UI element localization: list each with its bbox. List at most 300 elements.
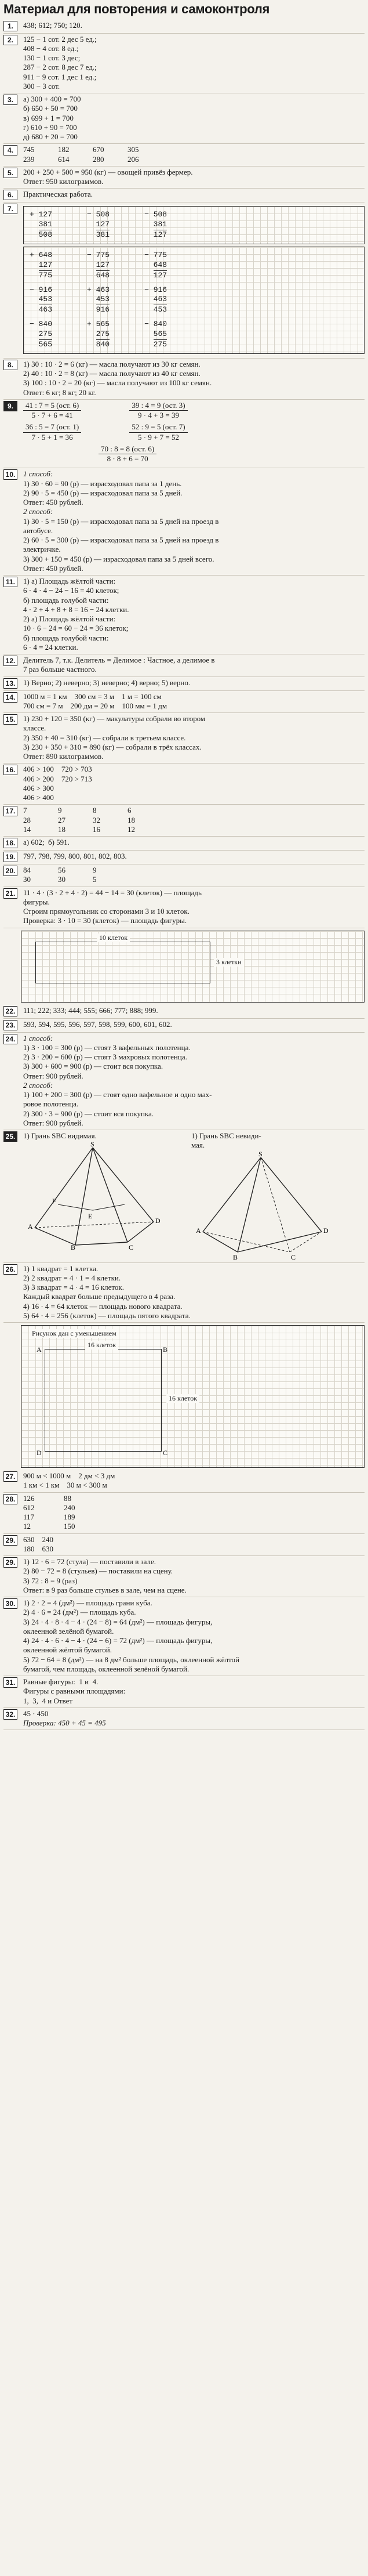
task-line: автобусе. [23, 526, 53, 535]
task-number: 3. [3, 95, 17, 105]
division: 70 : 8 = 8 (ост. 6) [99, 444, 156, 454]
vertex-label-c: C [291, 1253, 296, 1261]
task-number: 27. [3, 1471, 17, 1482]
task-line: Проверка: 450 + 45 = 495 [23, 1718, 106, 1728]
task-line: оклеенной зелёной бумагой. [23, 1626, 114, 1636]
table-cell: 745 [23, 145, 35, 154]
table-cell: 9 [58, 806, 62, 815]
table-cell: 8 [93, 806, 97, 815]
task-line: 406 > 100 720 > 703 [23, 765, 92, 774]
task-line: 4 · 2 + 4 + 8 + 8 = 16 − 24 клетки. [23, 605, 129, 614]
task-text: а) 602; б) 591. [23, 838, 70, 847]
result: 275 [153, 340, 167, 349]
task-8 [3, 359, 365, 400]
arith-row [30, 251, 358, 281]
task-line: а) 300 + 400 = 700 [23, 95, 81, 103]
task-line: 3) 230 + 350 + 310 = 890 (кг) — собрали в трёх классах. [23, 742, 202, 751]
task-number: 32. [3, 1709, 17, 1720]
task-line: электричке. [23, 545, 61, 554]
task-line: 1 км < 1 км 30 м < 300 м [23, 1481, 107, 1490]
task-body [23, 35, 365, 92]
task-body [23, 1557, 365, 1595]
task-body [23, 577, 365, 652]
task-3 [3, 93, 365, 144]
operator: − [87, 250, 92, 259]
task-line: 200 + 250 + 500 = 950 (кг) — овощей привёз фермер. [23, 167, 193, 176]
task-body [23, 1471, 365, 1490]
task-number: 19. [3, 852, 17, 862]
task-number: 5. [3, 168, 17, 178]
task-number: 25. [3, 1131, 17, 1142]
task-body [23, 360, 365, 397]
task-line: фигуры. [23, 897, 50, 906]
task-number: 13. [3, 678, 17, 689]
operand: 463 [96, 285, 110, 294]
task-line: Фигуры с равными площадями: [23, 1687, 126, 1696]
task-14 [3, 691, 365, 714]
column-arith [30, 210, 52, 240]
vertex-label-d: D [323, 1226, 329, 1235]
task-26 [3, 1263, 365, 1323]
division: 39 : 4 = 9 (ост. 3) [129, 401, 187, 411]
operator: − [30, 320, 34, 329]
task-line: 406 > 200 720 > 713 [23, 774, 92, 783]
table-cell: 88 [64, 1493, 71, 1503]
vertex-label-e: E [88, 1212, 93, 1221]
task-line: бумагой, чем площадь, оклеенной зелёной бумагой. [23, 1664, 190, 1673]
number-table [23, 145, 365, 164]
column-arith [144, 251, 167, 281]
task-body [23, 765, 365, 802]
task-line: 2) 2 квадрат = 4 · 1 = 4 клетки. [23, 1273, 121, 1282]
operator: − [144, 210, 149, 219]
pyramid-visible-diagram [23, 1141, 162, 1251]
task-20 [3, 864, 365, 887]
task-line: 2 способ: [23, 1080, 53, 1090]
task-text: 593, 594, 595, 596, 597, 598, 599, 600, 601, 602. [23, 1019, 172, 1029]
operand: 127 [96, 261, 110, 271]
task-line: г) 610 + 90 = 700 [23, 122, 77, 132]
task-body [23, 168, 365, 187]
task-text: Практическая работа. [23, 190, 93, 199]
table-cell: 84 [23, 866, 31, 875]
task-number: 18. [3, 838, 17, 848]
vertex-label-a: A [196, 1226, 201, 1235]
task-line: 1) 30 : 10 · 2 = 6 (кг) — масла получают из 30 кг семян. [23, 359, 201, 368]
check: 5 · 7 + 6 = 41 [31, 411, 73, 420]
arith-row [30, 285, 358, 316]
task-line: 3) 72 : 8 = 9 (раз) [23, 1576, 78, 1585]
square-shape [45, 1349, 162, 1452]
task-31 [3, 1676, 365, 1708]
task-line: 900 м < 1000 м 2 дм < 3 дм [23, 1471, 115, 1481]
task-body [23, 1677, 365, 1706]
task-line: 2) 40 : 10 · 2 = 8 (кг) — масла получают из 40 кг семян. [23, 369, 201, 378]
operand: 565 [154, 330, 167, 340]
task-text: 797, 798, 799, 800, 801, 802, 803. [23, 852, 127, 861]
task-line: 1) 1 квадрат = 1 клетка. [23, 1264, 99, 1273]
operand: 916 [153, 285, 167, 294]
task-line: 1, 3, 4 и Ответ [23, 1696, 73, 1705]
task-line: 130 − 1 сот. 3 дес; [23, 53, 81, 62]
table-cell: 206 [127, 154, 139, 164]
grid-paper [23, 247, 365, 354]
result: 648 [96, 270, 110, 280]
division-check [23, 422, 81, 442]
task-number: 22. [3, 1006, 17, 1016]
table-cell: 6 [127, 806, 132, 815]
task-line: 287 − 2 сот. 8 дес 7 ед.; [23, 63, 97, 72]
task-number: 2. [3, 35, 17, 45]
task-line: классе. [23, 723, 46, 733]
task-number: 20. [3, 866, 17, 876]
task-number: 7. [3, 204, 17, 214]
result: 840 [96, 340, 110, 349]
rectangle-diagram [21, 931, 365, 1003]
table-cell: 12 [23, 1522, 31, 1531]
operand: 565 [96, 320, 110, 329]
task-body [23, 656, 365, 675]
task-30 [3, 1597, 365, 1676]
table-cell: 280 [93, 154, 104, 164]
task-line: 700 см = 7 м 200 дм = 20 м 100 мм = 1 дм [23, 701, 167, 710]
division-check [129, 422, 187, 442]
table-cell: 30 [58, 875, 65, 884]
task-body [23, 1598, 365, 1674]
table-cell: 612 [23, 1503, 35, 1512]
task-line: Ответ: 890 килограммов. [23, 752, 104, 761]
vertex-label-b: B [233, 1253, 238, 1261]
operator: − [87, 210, 92, 219]
task-number: 26. [3, 1264, 17, 1275]
table-cell: 14 [23, 824, 31, 834]
task-6 [3, 189, 365, 202]
task-number: 1. [3, 21, 17, 31]
task-line: Ответ: 450 рублей. [23, 563, 83, 573]
table-cell: 12 [127, 824, 135, 834]
task-line: 11 · 4 · (3 · 2 + 4 · 2) = 44 − 14 = 30 (клеток) — площадь [23, 888, 202, 897]
task-line: Ответ: 900 рублей. [23, 1071, 83, 1080]
task-1 [3, 20, 365, 34]
operator: + [87, 320, 92, 329]
table-cell: 32 [93, 815, 100, 824]
task-line: 406 > 400 [23, 793, 54, 802]
task-line: 5) 72 − 64 = 8 (дм²) — на 8 дм² больше площадь, оклеенной жёлтой [23, 1655, 239, 1664]
task-line: 4) 16 · 4 = 64 клеток — площадь нового квадрата. [23, 1301, 183, 1311]
task-line: 2 способ: [23, 507, 53, 516]
task-line: 2) 3 · 200 = 600 (р) — стоят 3 махровых полотенца. [23, 1052, 187, 1062]
number-table [23, 806, 365, 834]
task-number: 8. [3, 360, 17, 370]
operand: 508 [96, 210, 110, 219]
task-body [23, 1131, 365, 1261]
column-arith [144, 320, 167, 350]
task-line: 6 · 4 = 24 клетки. [23, 642, 78, 652]
operand: 508 [153, 210, 167, 219]
task-number: 28. [3, 1494, 17, 1504]
result: 775 [38, 270, 53, 280]
table-cell: 305 [127, 145, 139, 154]
operand: 127 [96, 220, 110, 230]
operand: 648 [154, 261, 167, 271]
task-line: Каждый квадрат больше предыдущего в 4 раза. [23, 1292, 176, 1301]
operand: 381 [39, 220, 52, 230]
task-number: 21. [3, 888, 17, 899]
task-9 [3, 400, 365, 469]
table-cell: 30 [23, 875, 31, 884]
task-line: 1) 3 · 100 = 300 (р) — стоят 3 вафельных полотенца. [23, 1043, 191, 1052]
table-cell: 189 [64, 1513, 75, 1522]
table-cell: 5 [93, 875, 97, 884]
task-line: Ответ: 450 рублей. [23, 498, 83, 507]
task-number: 31. [3, 1677, 17, 1688]
task-number: 4. [3, 145, 17, 155]
operator: + [30, 250, 34, 259]
task-line: 7 раз больше частного. [23, 665, 97, 674]
task-number: 10. [3, 469, 17, 480]
task-number: 6. [3, 190, 17, 200]
operand: 840 [38, 320, 53, 329]
task-number: 15. [3, 714, 17, 725]
task-body [23, 401, 365, 466]
task-body [23, 888, 365, 926]
result: 916 [96, 305, 110, 314]
task-line: 1 способ: [23, 469, 53, 479]
division-check [99, 444, 156, 464]
task-12 [3, 654, 365, 677]
task-15 [3, 713, 365, 764]
height-label: 3 клетки [214, 958, 244, 967]
task-16 [3, 764, 365, 805]
task-number: 16. [3, 765, 17, 775]
operand: 648 [38, 250, 53, 259]
task-21 [3, 887, 365, 928]
task-number: 29. [3, 1535, 17, 1546]
task-line: 1 способ: [23, 1033, 53, 1043]
task-line: 300 − 3 сот. [23, 81, 60, 91]
operator: − [144, 250, 149, 259]
task-line: 2) а) Площадь жёлтой части: [23, 614, 116, 624]
table-cell: 150 [64, 1522, 75, 1531]
table-cell: 239 [23, 154, 35, 164]
task-line: оклеенной жёлтой бумагой. [23, 1645, 112, 1655]
task-line: 3) 3 квадрат = 4 · 4 = 16 клеток. [23, 1283, 125, 1292]
vertex-label-c: C [129, 1243, 134, 1251]
table-cell: 16 [93, 824, 100, 834]
task-line: 3) 24 · 4 · 8 · 4 − 4 · (24 − 8) = 64 (дм²) — площадь фигуры, [23, 1617, 213, 1626]
task-line: 1) Грань SBC видимая. [23, 1131, 97, 1141]
task-23 [3, 1019, 365, 1033]
division-check [23, 401, 81, 421]
table-cell: 670 [93, 145, 104, 154]
task-text: 111; 222; 333; 444; 555; 666; 777; 888; 999. [23, 1005, 158, 1015]
column-arith [30, 320, 52, 350]
task-body [23, 95, 365, 142]
operand: 840 [153, 320, 167, 329]
operator: − [30, 285, 34, 294]
check: 8 · 8 + 6 = 70 [107, 454, 148, 464]
task-line: 2) 4 · 6 = 24 (дм²) — площадь куба. [23, 1608, 136, 1617]
task-line: 1) 230 + 120 = 350 (кг) — макулатуры собрали во втором [23, 714, 206, 723]
vertex-label-d: D [155, 1217, 161, 1225]
task-17 [3, 805, 365, 837]
task-text: 1) Верно; 2) неверно; 3) неверно; 4) верно; 5) верно. [23, 678, 191, 687]
task-line: 1) 100 + 200 = 300 (р) — стоят одно вафельное и одно мах- [23, 1090, 212, 1099]
task-body [23, 1034, 365, 1128]
task-line: 3) 100 : 10 · 2 = 20 (кг) — масла получают из 100 кг семян. [23, 378, 212, 388]
task-number: 24. [3, 1034, 17, 1044]
task-line: Ответ: 900 рублей. [23, 1118, 83, 1127]
operand: 916 [38, 285, 53, 294]
vertex-label-f: F [52, 1197, 56, 1206]
task-13 [3, 677, 365, 691]
table-cell: 28 [23, 815, 31, 824]
task-number: 17. [3, 806, 17, 816]
corner-label-c: C [163, 1449, 168, 1457]
task-line: Ответ: 6 кг; 8 кг; 20 кг. [23, 388, 96, 397]
check: 9 · 4 + 3 = 39 [137, 411, 179, 420]
task-line: Проверка: 3 · 10 = 30 (клеток) — площадь фигуры. [23, 916, 187, 925]
result: 127 [153, 230, 167, 240]
division: 41 : 7 = 5 (ост. 6) [23, 401, 81, 411]
task-29 [3, 1534, 365, 1557]
column-arith [144, 285, 167, 316]
table-cell: 7 [23, 806, 27, 815]
column-arith [30, 285, 52, 316]
task-29b [3, 1556, 365, 1597]
column-arith [87, 210, 110, 240]
number-table [23, 866, 365, 885]
task-line: 4) 24 · 4 · 6 · 4 − 4 · (24 − 6) = 72 (дм²) — площадь фигуры, [23, 1636, 213, 1645]
task-28 [3, 1493, 365, 1534]
vertex-label-s: S [258, 1150, 263, 1158]
task-text: 438; 612; 750; 120. [23, 20, 82, 30]
task-27 [3, 1470, 365, 1493]
table-cell: 9 [93, 866, 97, 875]
operator: + [30, 210, 34, 219]
task-line: мая. [191, 1141, 205, 1150]
width-label: 10 клеток [97, 934, 130, 942]
operand: 275 [96, 330, 110, 340]
task-line: 1000 м = 1 км 300 см = 3 м 1 м = 100 см [23, 692, 162, 701]
diagram-caption: Рисунок дан с уменьшением [30, 1329, 119, 1338]
task-line: д) 680 + 20 = 700 [23, 132, 78, 141]
vertex-label-s: S [90, 1141, 94, 1149]
task-11 [3, 576, 365, 654]
operand: 453 [96, 295, 110, 305]
task-line: 180 630 [23, 1544, 53, 1553]
task-body [23, 469, 365, 573]
table-cell: 18 [127, 815, 135, 824]
task-18 [3, 837, 365, 851]
task-line: в) 699 + 1 = 700 [23, 113, 74, 122]
operand: 381 [154, 220, 167, 230]
task-line: 2) 350 + 40 = 310 (кг) — собрали в третьем классе. [23, 733, 186, 742]
task-line: Ответ: 950 килограммов. [23, 177, 104, 186]
task-line: 911 − 9 сот. 1 дес 1 ед.; [23, 72, 97, 81]
task-number: 29. [3, 1557, 17, 1568]
task-10 [3, 468, 365, 576]
column-arith [144, 210, 167, 240]
table-cell: 18 [58, 824, 65, 834]
task-line: Делитель 7, т.к. Делитель = Делимое : Частное, а делимое в [23, 656, 215, 665]
check: 7 · 5 + 1 = 36 [31, 432, 73, 442]
division: 52 : 9 = 5 (ост. 7) [129, 422, 187, 432]
task-line: 125 − 1 сот. 2 дес 5 ед.; [23, 34, 97, 44]
result: 127 [153, 270, 167, 280]
task-line: 3) 300 + 600 = 900 (р) — стоит вся покупка. [23, 1062, 163, 1071]
task-line: 1) 30 · 5 = 150 (р) — израсходовал папа за 5 дней на проезд в [23, 516, 219, 526]
task-line: ровое полотенца. [23, 1099, 79, 1109]
operand: 127 [38, 210, 53, 219]
square-diagram [21, 1325, 365, 1468]
task-body [23, 1264, 365, 1321]
task-4 [3, 144, 365, 167]
number-table [23, 1494, 365, 1532]
arith-row [30, 320, 358, 350]
page-title: Материал для повторения и самоконтроля [3, 2, 270, 16]
task-line: 630 240 [23, 1535, 53, 1544]
division: 36 : 5 = 7 (ост. 1) [23, 422, 81, 432]
pyramid-hidden-diagram [191, 1150, 330, 1261]
task-line: б) площадь голубой части: [23, 633, 109, 642]
task-24 [3, 1033, 365, 1131]
column-arith [87, 285, 110, 316]
corner-label-a: A [37, 1345, 42, 1354]
task-line: 10 · 6 − 24 = 60 − 24 = 36 клеток; [23, 624, 129, 633]
column-arith [30, 251, 52, 281]
grid-paper [23, 206, 365, 244]
task-body [23, 1535, 365, 1554]
task-line: 5) 64 · 4 = 256 (клеток) — площадь пятого квадрата. [23, 1311, 191, 1320]
table-cell: 126 [23, 1493, 35, 1503]
task-line: 1) Грань SBC невиди- [191, 1131, 261, 1141]
check: 5 · 9 + 7 = 52 [137, 432, 179, 442]
task-line: б) площадь голубой части: [23, 595, 109, 605]
task-line: 1) 30 · 60 = 90 (р) — израсходовал папа за 1 день. [23, 479, 182, 488]
task-number: 30. [3, 1598, 17, 1609]
task-number: 23. [3, 1020, 17, 1030]
operator: + [87, 285, 92, 294]
task-number: 14. [3, 692, 17, 703]
width-label: 16 клеток [85, 1341, 118, 1349]
table-cell: 182 [58, 145, 70, 154]
result: 508 [38, 230, 53, 240]
operator: − [144, 285, 149, 294]
task-number: 11. [3, 577, 17, 587]
operand: 275 [39, 330, 52, 340]
task-body [23, 204, 365, 356]
task-line: 406 > 300 [23, 783, 54, 793]
task-line: 45 · 450 [23, 1709, 49, 1718]
table-cell: 614 [58, 154, 70, 164]
task-body [23, 714, 365, 761]
corner-label-b: B [163, 1345, 168, 1354]
task-line: 1) а) Площадь жёлтой части: [23, 577, 116, 586]
task-line: 408 − 4 сот. 8 ед.; [23, 44, 79, 53]
task-2 [3, 34, 365, 94]
table-cell: 27 [58, 815, 65, 824]
task-line: 2) 80 − 72 = 8 (стульев) — поставили на сцену. [23, 1566, 173, 1576]
task-25 [3, 1130, 365, 1263]
table-cell: 240 [64, 1503, 75, 1512]
vertex-label-a: A [28, 1222, 33, 1231]
result: 463 [38, 305, 53, 314]
task-line: Ответ: в 9 раз больше стульев в зале, чем на сцене. [23, 1585, 187, 1594]
task-body [23, 1709, 365, 1728]
operand: 775 [153, 250, 167, 259]
operator: − [144, 320, 149, 329]
